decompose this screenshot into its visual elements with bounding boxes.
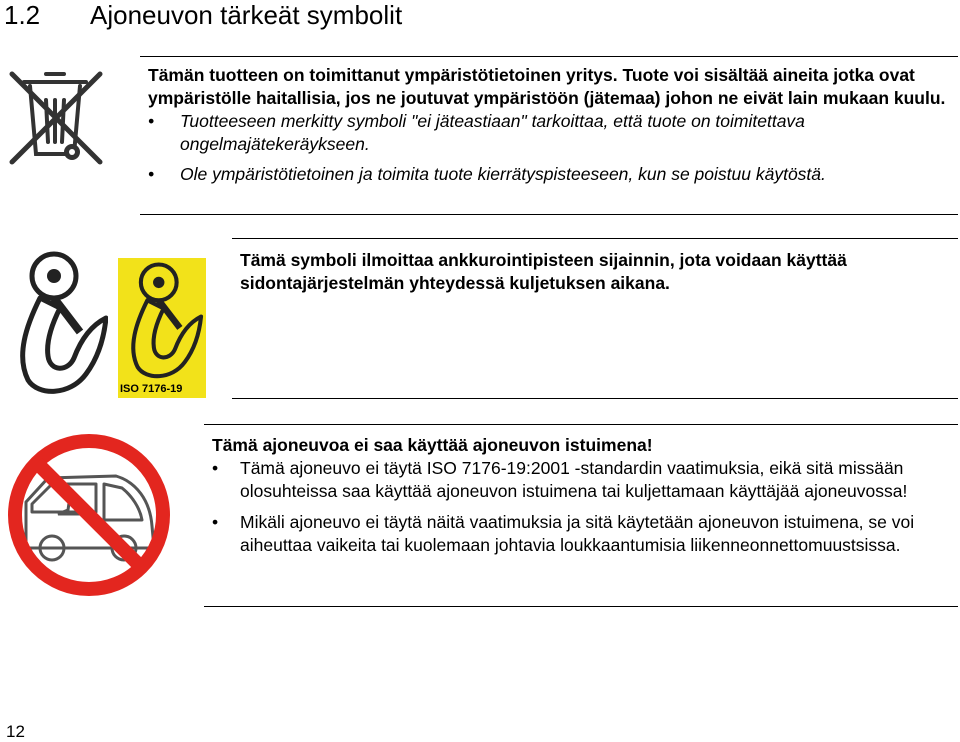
crossed-wheelie-bin-icon — [6, 66, 108, 168]
environment-paragraph: Tämän tuotteen on toimittanut ympäristötietoinen yritys. Tuote voi sisältää aineita jotka ovat ympäristölle haitallisia, jos ne joutuvat ympäristöön (jätemaa) johon ne eivät lain mukaan kuulu. — [148, 65, 946, 108]
section-heading — [4, 0, 402, 30]
iso-label: ISO 7176-19 — [120, 383, 183, 395]
list-item: • Ole ympäristötietoinen ja toimita tuote kierrätyspisteeseen, kun se poistuu käytöstä. — [148, 163, 948, 186]
list-item: • Mikäli ajoneuvo ei täytä näitä vaatimuksia ja sitä käytetään ajoneuvon istuimena, se voi aiheuttaa vaikeita tai kuolemaan johtavia loukkaantumisia liikenneonnettomuustsissa. — [212, 511, 952, 557]
anchor-hook-icon — [8, 246, 108, 396]
no-vehicle-seat-icon — [4, 430, 174, 600]
list-item: • Tämä ajoneuvo ei täytä ISO 7176-19:2001 -standardin vaatimuksia, eikä sitä missään olosuhteissa saa käyttää ajoneuvon istuimena tai kuljettamaan käyttäjää ajoneuvossa! — [212, 457, 952, 503]
section-title: Ajoneuvon tärkeät symbolit — [90, 0, 403, 30]
anchor-paragraph: Tämä symboli ilmoittaa ankkurointipisteen sijainnin, jota voidaan käyttää sidontajärjestelmän yhteydessä kuljetuksen aikana. — [240, 250, 847, 293]
divider — [232, 238, 958, 239]
section-number: 1.2 — [4, 0, 41, 30]
iso-anchor-sign — [118, 258, 206, 398]
page-number: 12 — [6, 722, 25, 741]
divider — [204, 424, 958, 425]
divider — [140, 214, 958, 215]
divider — [204, 606, 958, 607]
seat-text — [212, 434, 952, 557]
seat-warning-title: Tämä ajoneuvoa ei saa käyttää ajoneuvon istuimena! — [212, 435, 653, 455]
divider — [140, 56, 958, 57]
environment-text — [148, 64, 948, 186]
anchor-hook-icon — [118, 258, 206, 380]
list-item: • Tuotteeseen merkitty symboli "ei jäteastiaan" tarkoittaa, että tuote on toimitettava ongelmajätekeräykseen. — [148, 110, 948, 156]
divider — [232, 398, 958, 399]
